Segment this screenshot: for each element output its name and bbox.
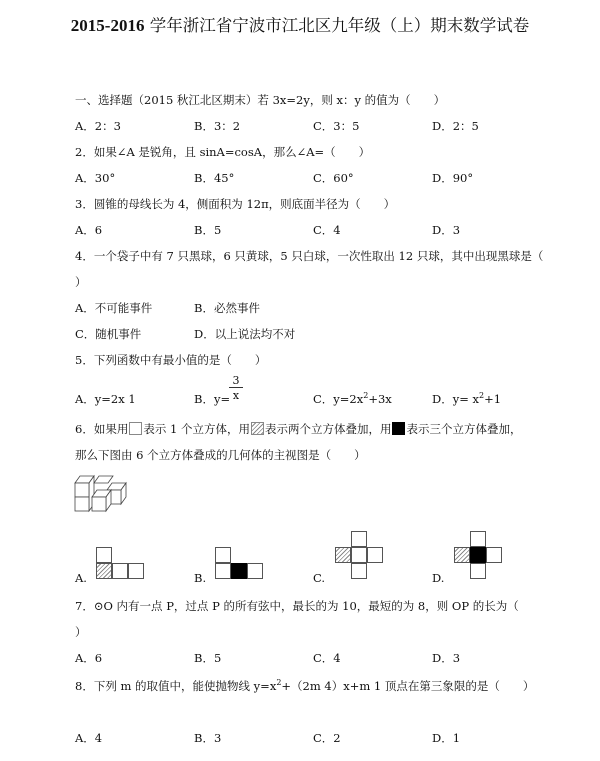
q6-stem-part-4: 表示三个立方体叠加， [406,422,522,436]
q3-option-d[interactable]: D．3 [432,223,461,237]
q8-option-d[interactable]: D．1 [432,731,461,745]
question-3-stem: 3．圆锥的母线长为 4，侧面积为 12π，则底面半径为（ ） [75,197,396,211]
q2-option-d[interactable]: D．90° [432,171,474,185]
q3-option-b[interactable]: B．5 [194,223,222,237]
q1-option-d[interactable]: D．2：5 [432,119,479,133]
q6-stem-part-2: 表示 1 个立方体，用 [143,422,250,436]
q2-option-a[interactable]: A．30° [75,171,116,185]
exam-title-text: 学年浙江省宁波市江北区九年级（上）期末数学试卷 [149,16,530,35]
question-6-stem [75,422,521,436]
q5-option-c-exponent: 2 [363,391,369,401]
front-view-cell-hatched [454,547,470,563]
q1-option-c[interactable]: C．3：5 [313,119,360,133]
question-2-stem: 2．如果∠A 是锐角，且 sinA=cosA，那么∠A=（ ） [75,145,371,159]
q6-option-c[interactable]: C. [313,571,326,585]
q7-option-a[interactable]: A．6 [75,651,103,665]
front-view-cell [470,531,486,547]
front-view-cell [112,563,128,579]
q7-option-b[interactable]: B．5 [194,651,222,665]
q5-option-c[interactable] [313,392,392,406]
front-view-cell-black [470,547,486,563]
question-7-stem-continuation: ） [75,625,87,639]
q5-option-d-tail: +1 [484,392,502,406]
q5-option-d-label: D．y= x [432,392,479,406]
q8-stem-a: 8．下列 m 的取值中，能使抛物线 y=x [75,679,277,693]
q7-option-d[interactable]: D．3 [432,651,461,665]
front-view-cell [96,547,112,563]
q7-option-c[interactable]: C．4 [313,651,341,665]
front-view-cell [215,563,231,579]
question-7-stem: 7．⊙O 内有一点 P，过点 P 的所有弦中，最长的为 10，最短的为 8，则 OP 的长为（ [75,599,519,613]
exam-title-year: 2015-2016 [70,16,145,35]
q6-option-a[interactable]: A. [75,571,87,585]
q8-stem-exponent: 2 [276,678,282,688]
q4-option-b[interactable]: B．必然事件 [194,301,260,315]
q8-option-b[interactable]: B．3 [194,731,222,745]
front-view-cell [470,563,486,579]
stacked-cubes-figure [74,471,130,521]
front-view-cell-hatched [335,547,351,563]
q5-option-a[interactable]: A．y=2x 1 [75,392,136,406]
question-5-stem: 5．下列函数中有最小值的是（ ） [75,353,267,367]
question-4-stem-continuation: ） [75,275,87,289]
q5-fraction-numerator: 3 [229,374,243,388]
q5-option-d[interactable] [432,392,501,406]
q8-option-c[interactable]: C．2 [313,731,341,745]
q4-option-c[interactable]: C．随机事件 [75,327,142,341]
q8-option-a[interactable]: A．4 [75,731,103,745]
question-8-stem [75,679,534,693]
question-1-stem: 一、选择题（2015 秋江北区期末）若 3x=2y，则 x：y 的值为（ ） [75,93,446,107]
q5-fraction-denominator: x [232,389,240,402]
q4-option-a[interactable]: A．不可能事件 [75,301,153,315]
q1-option-a[interactable]: A．2：3 [75,119,121,133]
q6-stem-part-1: 6．如果用 [75,422,129,436]
q5-option-d-exponent: 2 [479,391,485,401]
front-view-cell [351,547,367,563]
question-4-stem: 4．一个袋子中有 7 只黑球，6 只黄球，5 只白球，一次性取出 12 只球，其中出现黑球是（ [75,249,544,263]
q2-option-b[interactable]: B．45° [194,171,235,185]
front-view-cell [351,531,367,547]
front-view-cell-hatched [96,563,112,579]
q4-option-d[interactable]: D．以上说法均不对 [194,327,296,341]
q5-option-c-label: C．y=2x [313,392,364,406]
q5-option-b-label: B．y= [194,392,231,406]
front-view-cell [215,547,231,563]
single-cube-icon [129,422,142,435]
double-cube-hatched-icon [251,422,264,435]
q2-option-c[interactable]: C．60° [313,171,354,185]
front-view-cell-black [231,563,247,579]
q5-option-b[interactable] [194,392,230,406]
front-view-cell [128,563,144,579]
front-view-cell [351,563,367,579]
front-view-cell [367,547,383,563]
q6-option-d[interactable]: D. [432,571,445,585]
q3-option-c[interactable]: C．4 [313,223,341,237]
front-view-cell [486,547,502,563]
triple-cube-black-icon [392,422,405,435]
exam-title [0,12,600,36]
front-view-cell [247,563,263,579]
q6-stem-part-3: 表示两个立方体叠加，用 [264,422,392,436]
q6-option-b[interactable]: B. [194,571,207,585]
q1-option-b[interactable]: B．3：2 [194,119,241,133]
q3-option-a[interactable]: A．6 [75,223,103,237]
q8-stem-b: +（2m 4）x+m 1 顶点在第三象限的是（ ） [281,679,535,693]
q5-option-c-tail: +3x [368,392,392,406]
question-6-stem-line-2: 那么下图由 6 个立方体叠成的几何体的主视图是（ ） [75,448,366,462]
